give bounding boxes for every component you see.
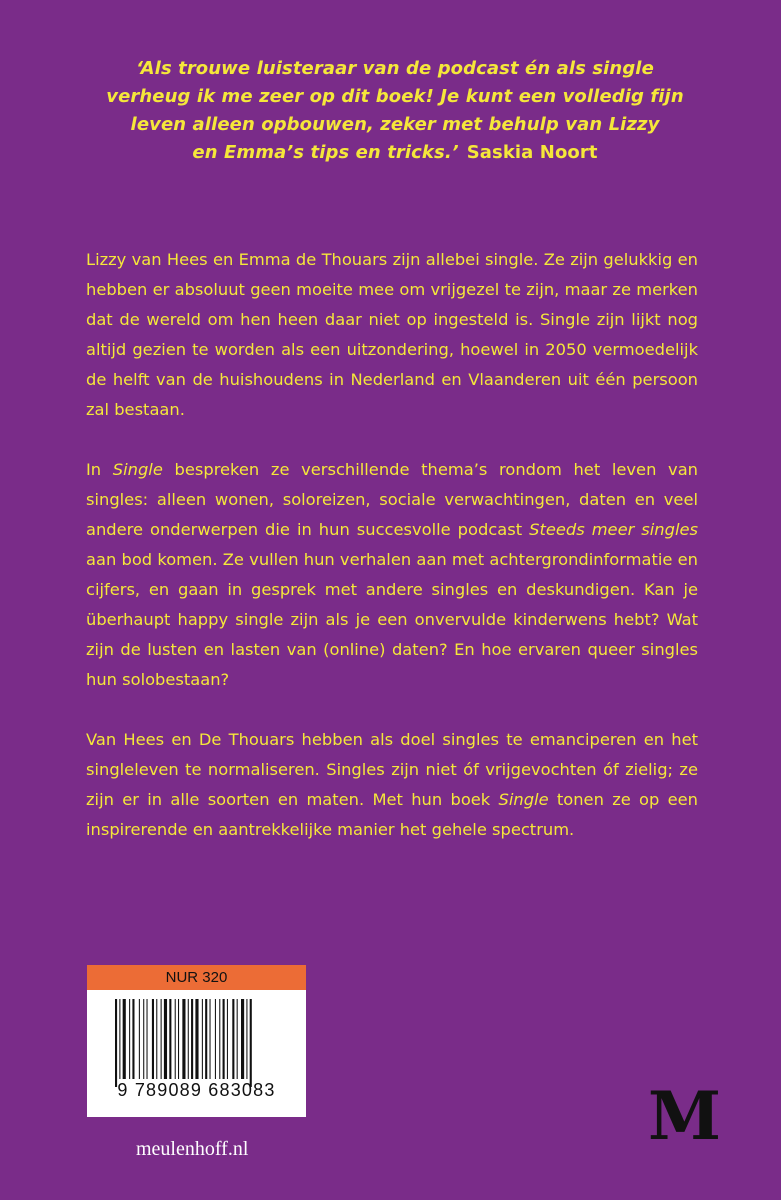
paragraph-3 (86, 725, 698, 845)
quote-author: Saskia Noort (466, 142, 598, 163)
text-run: bespreken ze verschillende thema’s rondom het leven van singles: alleen wonen, soloreizen, sociale verwachtingen, daten en veel andere onderwerpen die in hun succesvolle podcast (86, 460, 698, 539)
quote-line: leven alleen opbouwen, zeker met behulp van Lizzy (130, 114, 660, 135)
paragraph-2 (86, 455, 698, 695)
text-run: tonen ze op een inspirerende en aantrekkelijke manier het gehele spectrum. (86, 790, 698, 839)
text-run: Van Hees en De Thouars hebben als doel singles te emanciperen en het singleleven te normaliseren. Singles zijn niet óf vrijgevochten óf zielig; ze zijn er in alle soorten en maten. Met hun boek (86, 730, 698, 809)
text-run: In (86, 460, 113, 479)
quote-line: verheug ik me zeer op dit boek! Je kunt een volledig fijn (106, 86, 684, 107)
book-title: Single (112, 460, 163, 479)
publisher-website: meulenhoff.nl (136, 1138, 249, 1160)
podcast-title: Steeds meer singles (529, 520, 698, 539)
nur-code: NUR 320 (87, 965, 306, 990)
quote-line: ‘Als trouwe luisteraar van de podcast én als single (136, 58, 654, 79)
isbn-number: 9 789089 683083 (117, 1080, 276, 1100)
description (86, 245, 698, 875)
barcode-bars (115, 999, 291, 1087)
book-title: Single (498, 790, 549, 809)
quote-line (100, 139, 690, 167)
publisher-logo: M (648, 1077, 722, 1155)
blurb-quote (100, 55, 690, 167)
barcode-label (87, 965, 306, 1117)
quote-line-text: en Emma’s tips en tricks.’ (192, 142, 459, 163)
text-run: aan bod komen. Ze vullen hun verhalen aan met achtergrondinformatie en cijfers, en gaan in gesprek met andere singles en deskundigen. Kan je überhaupt happy single zijn als je een onvervulde kinderwens hebt? Wat zijn de lusten en lasten van (online) daten? En hoe ervaren queer singles hun solobestaan? (86, 550, 698, 689)
paragraph-1: Lizzy van Hees en Emma de Thouars zijn allebei single. Ze zijn gelukkig en hebben er absoluut geen moeite mee om vrijgezel te zijn, maar ze merken dat de wereld om hen heen daar niet op ingesteld is. Single zijn lijkt nog altijd gezien te worden als een uitzondering, hoewel in 2050 vermoedelijk de helft van de huishoudens in Nederland en Vlaanderen uit één persoon zal bestaan. (86, 250, 698, 419)
